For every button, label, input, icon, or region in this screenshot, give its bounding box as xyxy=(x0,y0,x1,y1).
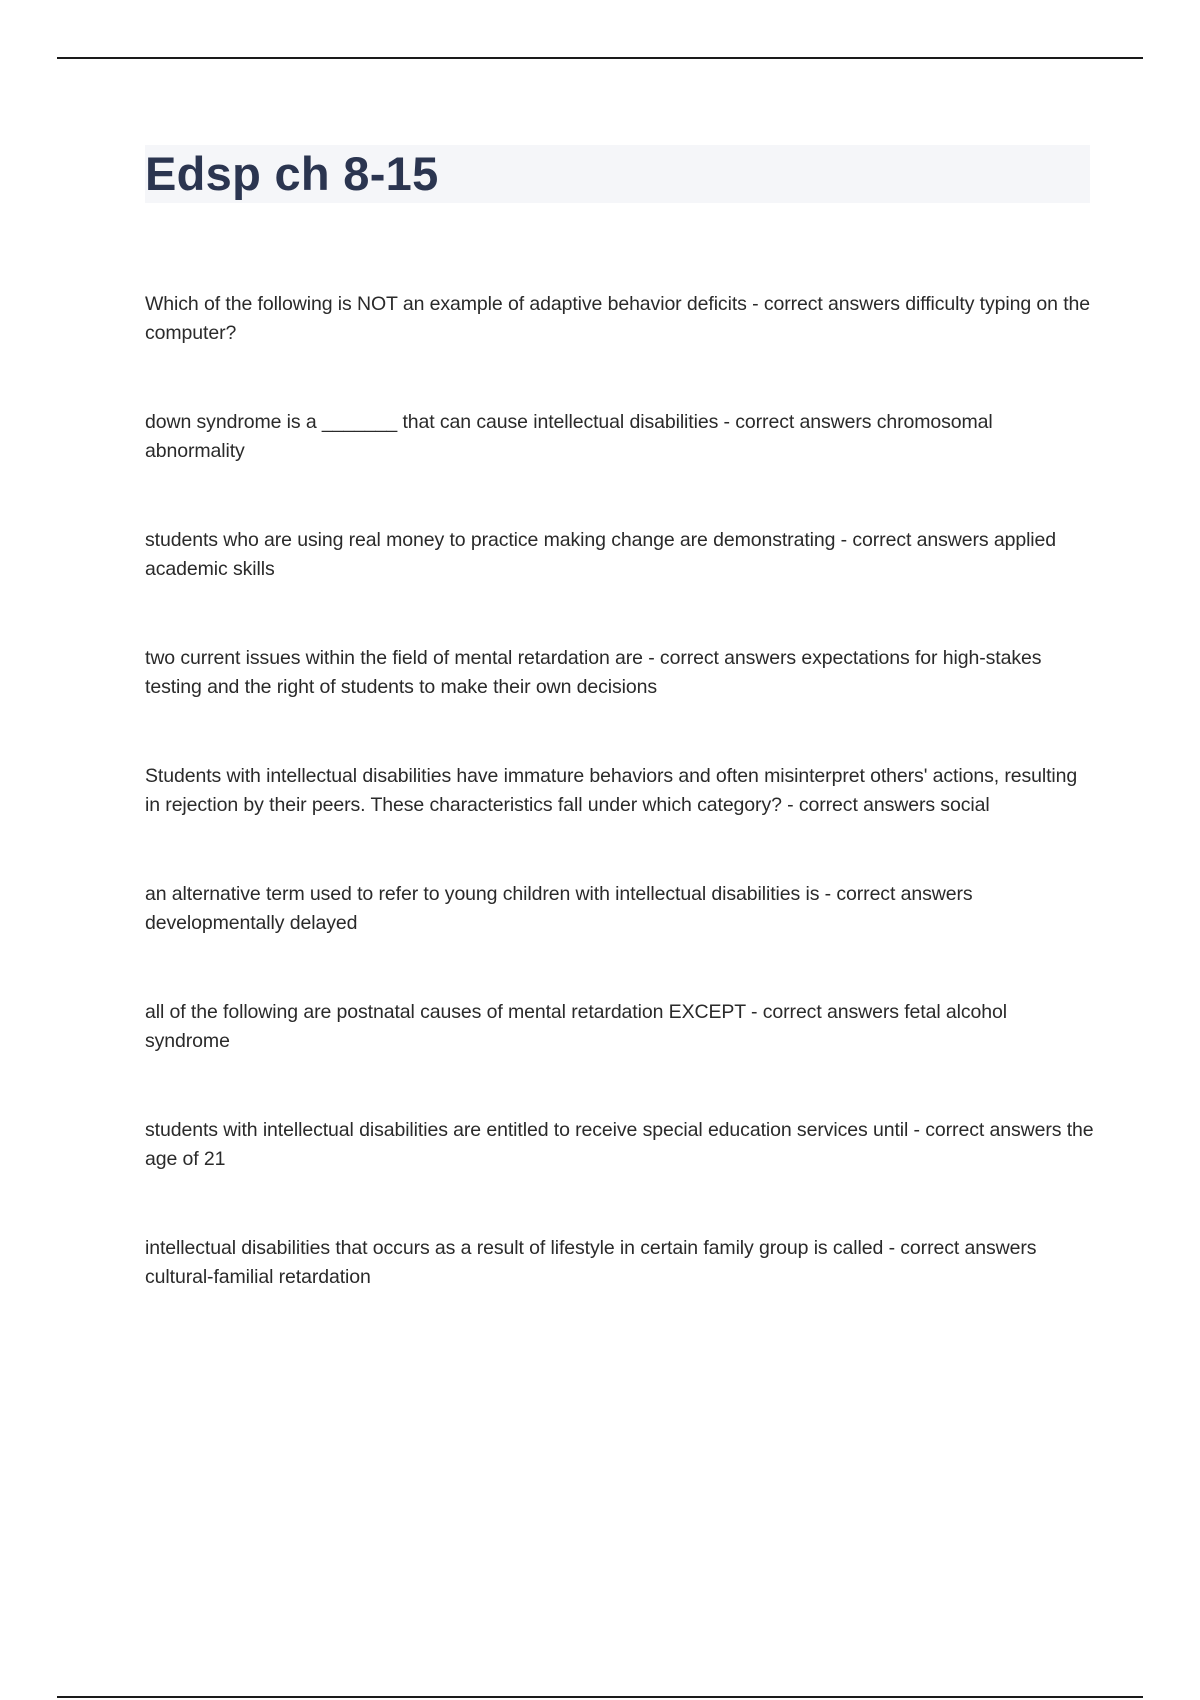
qa-item: down syndrome is a _______ that can cause intellectual disabilities - correct answers chromosomal abnormality xyxy=(145,411,993,462)
qa-item: students who are using real money to practice making change are demonstrating - correct answers applied academic skills xyxy=(145,529,1057,580)
bottom-divider xyxy=(57,1696,1143,1698)
page-title: Edsp ch 8-15 xyxy=(145,147,439,200)
qa-list xyxy=(145,290,1095,1352)
top-divider xyxy=(57,57,1143,59)
qa-item: Which of the following is NOT an example of adaptive behavior deficits - correct answers difficulty typing on the computer? xyxy=(145,293,1091,344)
qa-item: intellectual disabilities that occurs as a result of lifestyle in certain family group is called - correct answers cultural-familial retardation xyxy=(145,1237,1037,1288)
qa-item: two current issues within the field of mental retardation are - correct answers expectations for high-stakes testing and the right of students to make their own decisions xyxy=(145,647,1042,698)
qa-item: all of the following are postnatal causes of mental retardation EXCEPT - correct answers fetal alcohol syndrome xyxy=(145,1001,1007,1052)
qa-item: students with intellectual disabilities are entitled to receive special education services until - correct answers the age of 21 xyxy=(145,1119,1094,1170)
qa-item: Students with intellectual disabilities have immature behaviors and often misinterpret others' actions, resulting in rejection by their peers. These characteristics fall under which category? - correct answers social xyxy=(145,765,1078,816)
qa-item: an alternative term used to refer to young children with intellectual disabilities is - correct answers developmentally delayed xyxy=(145,883,973,934)
